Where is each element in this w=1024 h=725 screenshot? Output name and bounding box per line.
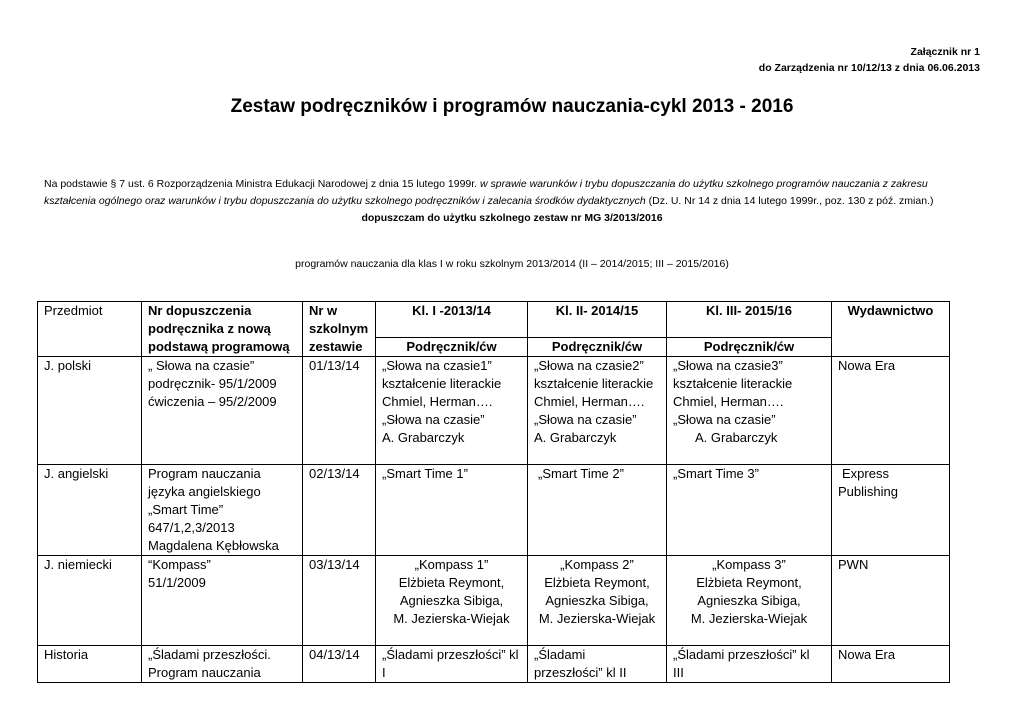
cell-line: Program nauczania	[148, 466, 261, 481]
cell-class-3	[667, 357, 832, 465]
cell-line: „Smart Time 3”	[673, 466, 759, 481]
cell-set-number: 04/13/14	[303, 646, 376, 683]
cell-line: Nowa Era	[838, 647, 896, 662]
cell-line: „Słowa na czasie”	[382, 412, 485, 427]
header-class-3: Kl. III- 2015/16	[667, 302, 832, 338]
cell-class-1	[376, 357, 528, 465]
header-approval-line: podstawą programową	[148, 339, 290, 354]
cell-line: Elżbieta Reymont,	[696, 575, 802, 590]
programs-line: programów nauczania dla klas I w roku szkolnym 2013/2014 (II – 2014/2015; III – 2015/2016)	[295, 258, 729, 270]
cell-subject: J. polski	[38, 357, 142, 465]
header-class-2: Kl. II- 2014/15	[528, 302, 667, 338]
cell-class-1	[376, 465, 528, 556]
cell-line: Publishing	[838, 484, 898, 499]
cell-class-2	[528, 357, 667, 465]
cell-line: „Kompass 3”	[712, 557, 786, 572]
cell-line: „Słowa na czasie1”	[382, 358, 492, 373]
cell-line: języka angielskiego	[148, 484, 261, 499]
cell-subject: Historia	[38, 646, 142, 683]
cell-line: „Śladami	[534, 647, 586, 662]
header-set-line: zestawie	[309, 339, 363, 354]
cell-line: Express	[842, 466, 889, 481]
attachment-note	[759, 44, 980, 76]
cell-line: „Smart Time 2”	[538, 466, 624, 481]
cell-line: Agnieszka Sibiga,	[697, 593, 801, 608]
header-subject: Przedmiot	[38, 302, 142, 357]
cell-line: „Słowa na czasie”	[534, 412, 637, 427]
cell-line: A. Grabarczyk	[695, 430, 778, 445]
cell-line: Chmiel, Herman….	[382, 394, 493, 409]
document-title: Zestaw podręczników i programów nauczania-cykl 2013 - 2016	[230, 96, 794, 117]
cell-class-3	[667, 556, 832, 646]
cell-line: „Smart Time”	[148, 502, 224, 517]
cell-set-number: 01/13/14	[303, 357, 376, 465]
cell-line: A. Grabarczyk	[382, 430, 465, 445]
textbook-table	[37, 301, 950, 683]
cell-approval-number	[142, 556, 303, 646]
cell-line: „Śladami przeszłości.	[148, 647, 271, 662]
cell-line: „Kompass 2”	[560, 557, 634, 572]
cell-line: Chmiel, Herman….	[534, 394, 645, 409]
cell-line: kształcenie literackie	[534, 376, 654, 391]
cell-set-number: 03/13/14	[303, 556, 376, 646]
header-sub-class-3: Podręcznik/ćw	[667, 338, 832, 357]
cell-line: M. Jezierska-Wiejak	[538, 611, 656, 626]
cell-publisher	[832, 556, 950, 646]
cell-line: 51/1/2009	[148, 575, 206, 590]
header-publisher: Wydawnictwo	[832, 302, 950, 357]
legal-basis	[44, 176, 980, 210]
cell-class-3	[667, 646, 832, 683]
cell-class-3	[667, 465, 832, 556]
cell-subject: J. angielski	[38, 465, 142, 556]
cell-line: „ Słowa na czasie”	[148, 358, 255, 373]
cell-line: „Śladami przeszłości” kl	[382, 647, 519, 662]
cell-publisher	[832, 465, 950, 556]
table-row	[38, 556, 950, 646]
cell-line: “Kompass”	[148, 557, 211, 572]
cell-line: PWN	[838, 557, 869, 572]
cell-class-2	[528, 556, 667, 646]
header-approval-line: podręcznika z nową	[148, 321, 271, 336]
header-set-line: Nr w	[309, 303, 338, 318]
cell-line: „Kompass 1”	[414, 557, 489, 572]
cell-line: Magdalena Kębłowska	[148, 538, 279, 553]
cell-class-2	[528, 646, 667, 683]
approval-statement: dopuszczam do użytku szkolnego zestaw nr MG 3/2013/2016	[361, 212, 663, 224]
cell-line: Elżbieta Reymont,	[544, 575, 650, 590]
header-approval-number	[142, 302, 303, 357]
cell-line: ćwiczenia – 95/2/2009	[148, 394, 277, 409]
cell-line: Elżbieta Reymont,	[398, 575, 505, 590]
attachment-line-1: Załącznik nr 1	[910, 46, 980, 58]
cell-line: podręcznik- 95/1/2009	[148, 376, 277, 391]
cell-approval-number	[142, 646, 303, 683]
cell-set-number: 02/13/14	[303, 465, 376, 556]
header-sub-class-1: Podręcznik/ćw	[376, 338, 528, 357]
cell-class-1	[376, 556, 528, 646]
cell-line: „Słowa na czasie3”	[673, 358, 783, 373]
header-class-1: Kl. I -2013/14	[376, 302, 528, 338]
cell-approval-number	[142, 465, 303, 556]
header-sub-class-2: Podręcznik/ćw	[528, 338, 667, 357]
table-row	[38, 646, 950, 683]
cell-line: „Smart Time 1”	[382, 466, 468, 481]
cell-line: „Słowa na czasie2”	[534, 358, 644, 373]
header-approval-line: Nr dopuszczenia	[148, 303, 252, 318]
cell-line: Nowa Era	[838, 358, 896, 373]
cell-line: „Słowa na czasie”	[673, 412, 776, 427]
cell-publisher	[832, 646, 950, 683]
header-set-line: szkolnym	[309, 321, 369, 336]
cell-line: A. Grabarczyk	[534, 430, 617, 445]
cell-line: kształcenie literackie	[673, 376, 793, 391]
cell-line: I	[382, 665, 386, 680]
legal-basis-text: Na podstawie § 7 ust. 6 Rozporządzenia Ministra Edukacji Narodowej z dnia 15 lutego 1999r.	[44, 178, 481, 190]
cell-class-1	[376, 646, 528, 683]
header-row	[38, 302, 950, 338]
cell-approval-number	[142, 357, 303, 465]
cell-subject: J. niemiecki	[38, 556, 142, 646]
cell-line: Chmiel, Herman….	[673, 394, 784, 409]
cell-publisher	[832, 357, 950, 465]
cell-line: III	[673, 665, 684, 680]
legal-basis-tail: (Dz. U. Nr 14 z dnia 14 lutego 1999r., poz. 130 z póź. zmian.)	[645, 195, 934, 207]
attachment-line-2: do Zarządzenia nr 10/12/13 z dnia 06.06.2013	[758, 62, 980, 74]
cell-line: Program nauczania	[148, 665, 261, 680]
table-row	[38, 465, 950, 556]
cell-line: Agnieszka Sibiga,	[399, 593, 504, 608]
cell-line: przeszłości” kl II	[534, 665, 627, 680]
legal-basis-italic: w sprawie warunków i trybu dopuszczania do użytku szkolnego programów nauczania z zakresu kształcenia ogólnego oraz warunków i trybu dopuszczania do użytku szkolnego podręczników i zalecania środków dydaktycznych	[44, 178, 928, 207]
cell-line: „Śladami przeszłości” kl	[673, 647, 810, 662]
cell-line: Agnieszka Sibiga,	[545, 593, 649, 608]
header-set-number	[303, 302, 376, 357]
cell-line: kształcenie literackie	[382, 376, 502, 391]
cell-class-2	[528, 465, 667, 556]
cell-line: M. Jezierska-Wiejak	[690, 611, 808, 626]
table-row	[38, 357, 950, 465]
cell-line: M. Jezierska-Wiejak	[393, 611, 510, 626]
cell-line: 647/1,2,3/2013	[148, 520, 235, 535]
